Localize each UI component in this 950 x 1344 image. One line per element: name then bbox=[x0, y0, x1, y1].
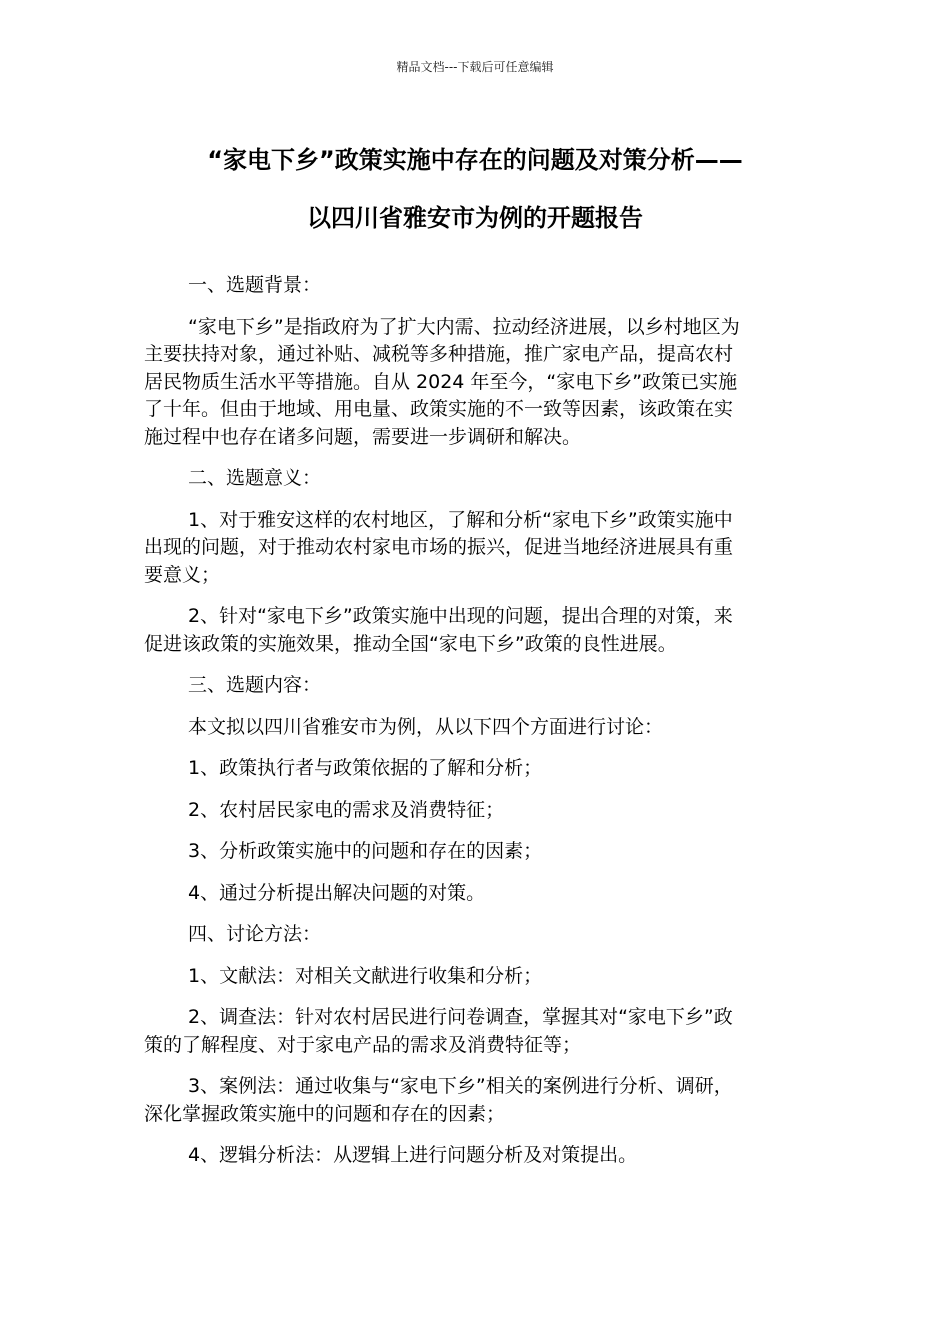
list-item-method-survey bbox=[144, 1004, 808, 1059]
text-line: “家电下乡”是指政府为了扩大内需、拉动经济进展，以乡村地区为 bbox=[188, 315, 740, 338]
document-title-line-2: 以四川省雅安市为例的开题报告 bbox=[307, 204, 643, 232]
text-line: 主要扶持对象，通过补贴、减税等多种措施，推广家电产品，提高农村 bbox=[144, 343, 734, 365]
list-item-content: 1、政策执行者与政策依据的了解和分析； bbox=[188, 757, 543, 779]
document-body bbox=[144, 272, 808, 1184]
list-item-content: 3、分析政策实施中的问题和存在的因素； bbox=[188, 840, 543, 862]
list-item-content: 2、农村居民家电的需求及消费特征； bbox=[188, 798, 505, 821]
text-line: 了十年。但由于地域、用电量、政策实施的不一致等因素，该政策在实 bbox=[144, 398, 734, 420]
document-title-line-1: “家电下乡”政策实施中存在的问题及对策分析—— bbox=[207, 146, 743, 174]
text-line: 居民物质生活水平等措施。自从 2024 年至今，“家电下乡”政策已实施 bbox=[144, 370, 738, 393]
paragraph-significance-1 bbox=[144, 507, 808, 590]
list-item-content: 4、通过分析提出解决问题的对策。 bbox=[188, 881, 486, 904]
text-line: 2、针对“家电下乡”政策实施中出现的问题，提出合理的对策，来 bbox=[188, 605, 733, 627]
list-item-method-case bbox=[144, 1073, 808, 1128]
text-line: 要意义； bbox=[144, 563, 221, 586]
section-heading-background: 一、选题背景： bbox=[188, 274, 322, 296]
list-item-method-literature: 1、文献法：对相关文献进行收集和分析； bbox=[188, 964, 543, 987]
text-line: 出现的问题，对于推动农村家电市场的振兴，促进当地经济进展具有重 bbox=[144, 536, 734, 558]
text-line: 策的了解程度、对于家电产品的需求及消费特征等； bbox=[144, 1033, 582, 1056]
text-line: 施过程中也存在诸多问题，需要进一步调研和解决。 bbox=[144, 425, 582, 448]
section-heading-significance: 二、选题意义： bbox=[188, 467, 322, 489]
text-line: 2、调查法：针对农村居民进行问卷调查，掌握其对“家电下乡”政 bbox=[188, 1006, 733, 1028]
text-line: 1、对于雅安这样的农村地区，了解和分析“家电下乡”政策实施中 bbox=[188, 508, 733, 531]
list-item-method-logic: 4、逻辑分析法：从逻辑上进行问题分析及对策提出。 bbox=[188, 1144, 638, 1166]
section-heading-methods: 四、讨论方法： bbox=[188, 923, 322, 945]
text-line: 3、案例法：通过收集与“家电下乡”相关的案例进行分析、调研， bbox=[188, 1075, 733, 1097]
section-heading-content: 三、选题内容： bbox=[188, 674, 322, 696]
text-line: 深化掌握政策实施中的问题和存在的因素； bbox=[144, 1102, 506, 1125]
paragraph-content-intro: 本文拟以四川省雅安市为例，从以下四个方面进行讨论： bbox=[188, 715, 664, 738]
page-header-note: 精品文档---下载后可任意编辑 bbox=[396, 60, 554, 74]
paragraph-background bbox=[144, 314, 808, 452]
text-line: 促进该政策的实施效果，推动全国“家电下乡”政策的良性进展。 bbox=[144, 632, 677, 655]
paragraph-significance-2 bbox=[144, 603, 808, 658]
